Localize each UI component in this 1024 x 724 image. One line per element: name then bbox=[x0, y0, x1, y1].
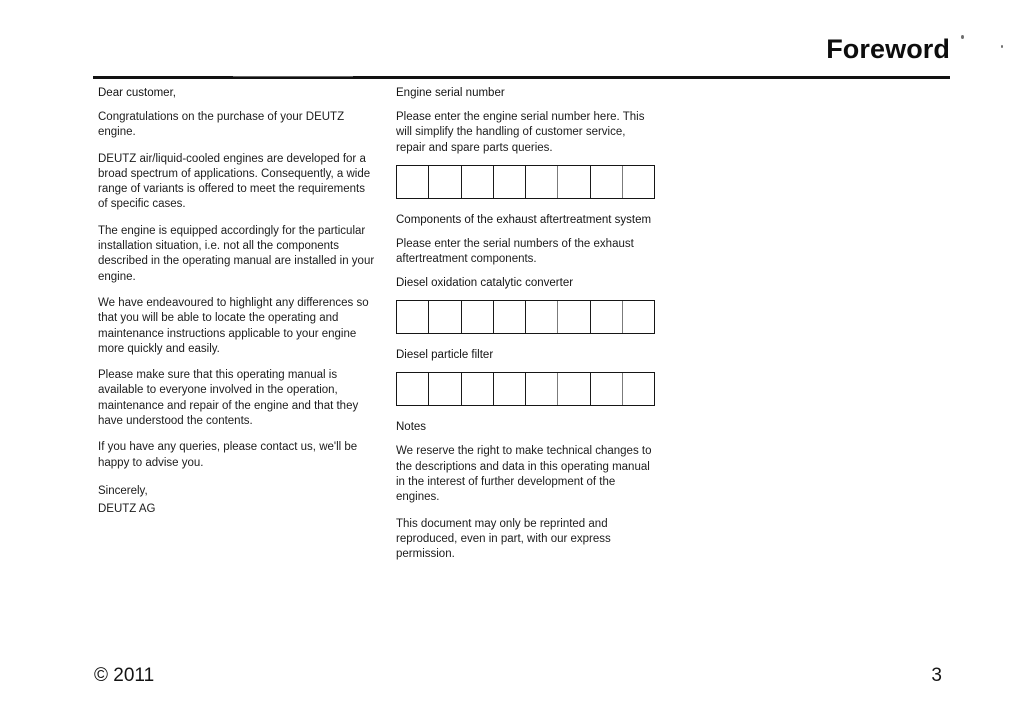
catalytic-converter-heading: Diesel oxidation catalytic converter bbox=[396, 277, 574, 290]
page-header bbox=[0, 0, 1024, 80]
body-paragraph-4: We have endeavoured to highlight any differences so that you will be able to locate the operating and maintenance instructions applicable to your engine more quickly and easily. bbox=[98, 296, 369, 355]
serial-entry-cell[interactable] bbox=[623, 301, 654, 333]
notes-paragraph-1: We reserve the right to make technical changes to the descriptions and data in this operating manual in the interest of further development of the engines. bbox=[396, 445, 652, 504]
serial-entry-cell[interactable] bbox=[397, 166, 429, 198]
notes-paragraph-2: This document may only be reprinted and reproduced, even in part, with our express permission. bbox=[396, 517, 611, 561]
salutation: Dear customer, bbox=[98, 87, 176, 99]
serial-entry-cell[interactable] bbox=[494, 301, 526, 333]
exhaust-components-heading: Components of the exhaust aftertreatment system bbox=[396, 213, 652, 226]
closing-line: Sincerely, bbox=[98, 484, 148, 497]
body-paragraph-6: If you have any queries, please contact us, we'll be happy to advise you. bbox=[98, 441, 358, 469]
serial-entry-cell[interactable] bbox=[558, 301, 590, 333]
serial-entry-cell[interactable] bbox=[462, 301, 494, 333]
engine-serial-heading: Engine serial number bbox=[396, 87, 505, 99]
serial-entry-cell[interactable] bbox=[558, 373, 590, 405]
company-name: DEUTZ AG bbox=[98, 502, 156, 515]
exhaust-components-instructions: Please enter the serial numbers of the exhaust aftertreatment components. bbox=[396, 237, 634, 266]
engine-serial-number-entry-grid[interactable] bbox=[396, 165, 655, 199]
serial-entry-cell[interactable] bbox=[462, 373, 494, 405]
left-column bbox=[98, 86, 376, 518]
serial-entry-cell[interactable] bbox=[397, 301, 429, 333]
serial-entry-cell[interactable] bbox=[591, 166, 623, 198]
catalytic-converter-serial-grid[interactable] bbox=[396, 300, 655, 334]
particle-filter-heading: Diesel particle filter bbox=[396, 349, 494, 362]
serial-entry-cell[interactable] bbox=[591, 373, 623, 405]
body-paragraph-3: The engine is equipped accordingly for the particular installation situation, i.e. not all the components described in the operating manual are installed in your engine. bbox=[98, 224, 375, 283]
body-paragraph-5: Please make sure that this operating manual is available to everyone involved in the operation, maintenance and repair of the engine and that they have understood the contents. bbox=[98, 369, 359, 428]
serial-entry-cell[interactable] bbox=[397, 373, 429, 405]
serial-entry-cell[interactable] bbox=[526, 166, 558, 198]
scan-speck bbox=[1001, 45, 1003, 48]
scan-speck bbox=[961, 35, 964, 39]
header-divider bbox=[93, 76, 950, 79]
serial-entry-cell[interactable] bbox=[494, 373, 526, 405]
copyright-notice: © 2011 bbox=[94, 665, 155, 686]
serial-entry-cell[interactable] bbox=[591, 301, 623, 333]
serial-entry-cell[interactable] bbox=[494, 166, 526, 198]
engine-serial-instructions: Please enter the engine serial number here. This will simplify the handling of customer service, repair and spare parts queries. bbox=[396, 111, 645, 154]
page-number: 3 bbox=[931, 665, 942, 686]
serial-entry-cell[interactable] bbox=[623, 166, 654, 198]
serial-entry-cell[interactable] bbox=[429, 373, 461, 405]
body-paragraph-1: Congratulations on the purchase of your DEUTZ engine. bbox=[98, 111, 345, 139]
serial-entry-cell[interactable] bbox=[462, 166, 494, 198]
serial-entry-cell[interactable] bbox=[429, 166, 461, 198]
notes-heading: Notes bbox=[396, 421, 427, 434]
particle-filter-serial-grid[interactable] bbox=[396, 372, 655, 406]
page-title: Foreword bbox=[826, 34, 950, 64]
serial-entry-cell[interactable] bbox=[623, 373, 654, 405]
page-footer bbox=[0, 654, 1024, 724]
serial-entry-cell[interactable] bbox=[526, 373, 558, 405]
serial-entry-cell[interactable] bbox=[558, 166, 590, 198]
right-column bbox=[396, 86, 658, 574]
serial-entry-cell[interactable] bbox=[526, 301, 558, 333]
body-paragraph-2: DEUTZ air/liquid-cooled engines are developed for a broad spectrum of applications. Consequently, a wide range of variants is offered to meet the requirements of specific cases. bbox=[98, 152, 371, 211]
serial-entry-cell[interactable] bbox=[429, 301, 461, 333]
